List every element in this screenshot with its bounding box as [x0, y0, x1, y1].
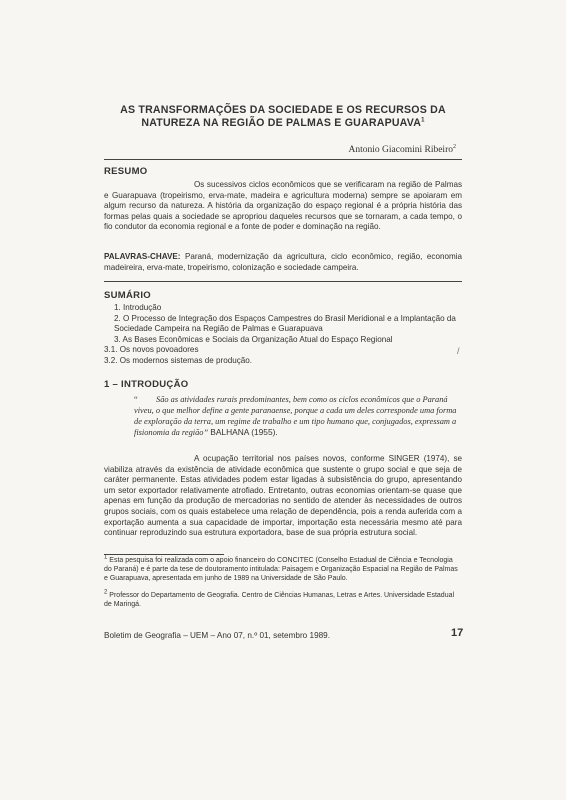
quote-mark: “: [134, 395, 138, 404]
intro-paragraph: A ocupação territorial nos países novos, conforme SINGER (1974), se viabiliza através da existência de atividade econômica que sustente o grupo social e que seja de caráter permanente. Estas atividades podem estar ligadas à subsistência do grupo, apresentando um setor exportador relativamente atrofiado. Entretanto, outras economias orientam-se quase que apenas em função da produção de mercadorias no sentido de atender às necessidades de outros grupos sociais, com os quais estabelece uma relação de dependência, pois a renda auferida com a exportação aumenta a sua capacidade de importar, importação esta necessária mesmo até para continuar reproduzindo sua estrutura exportadora, base de sua própria estrutura social.: [104, 454, 462, 538]
epigraph-quote: [134, 395, 464, 439]
toc-item: 1. Introdução: [114, 303, 162, 312]
footnote-mark: 2: [104, 589, 108, 596]
margin-mark: /: [457, 346, 460, 356]
footnote-2: [104, 589, 462, 610]
toc-item: 3.1. Os novos povoadores: [104, 345, 199, 355]
toc-item: [104, 314, 464, 335]
resumo-heading: RESUMO: [104, 166, 148, 177]
keywords-block: [104, 252, 462, 273]
footnote-mark: 1: [104, 554, 108, 561]
footnote-rule: [104, 554, 224, 555]
keywords-label: PALAVRAS-CHAVE:: [104, 252, 181, 261]
author-line: [349, 145, 457, 155]
article-title-text: AS TRANSFORMAÇÕES DA SOCIEDADE E OS RECURSOS DA NATUREZA NA REGIÃO DE PALMAS E GUARAPUAVA: [120, 104, 446, 129]
introducao-heading: 1 – INTRODUÇÃO: [104, 379, 189, 390]
journal-citation: Boletim de Geografia – UEM – Ano 07, n.º 01, setembro 1989.: [104, 631, 331, 640]
sumario-heading: SUMÁRIO: [104, 290, 151, 301]
toc-item-text: 2. O Processo de Integração dos Espaços Campestres do Brasil Meridional e a Implantação da Sociedade Campeira na Região de Palmas e Guarapuava: [114, 313, 456, 334]
article-title: [105, 104, 461, 130]
author-name: Antonio Giacomini Ribeiro: [348, 145, 453, 155]
toc-item: 3.2. Os modernos sistemas de produção.: [104, 355, 253, 365]
table-of-contents: [104, 303, 464, 367]
quote-text: São as atividades rurais predominantes, bem como os ciclos econômicos que o Paraná viveu, o que melhor define a gente paranaense, porque a cada um deles corresponde uma forma de exploração da terra, um regime de trabalho e um tipo humano que, conjugados, expressam a fisionomia da região”: [134, 395, 457, 438]
keywords-text: Paraná, modernização da agricultura, ciclo econômico, região, economia madeireira, erva-mate, tropeirismo, colonização e sociedade campeira.: [104, 252, 462, 272]
toc-item: 3. As Bases Econômicas e Sociais da Organização Atual do Espaço Regional: [114, 334, 393, 344]
keywords-divider: [104, 281, 462, 282]
footnote-1: [104, 554, 462, 583]
title-footnote-mark: 1: [421, 117, 425, 124]
page-number: 17: [451, 627, 464, 639]
footnote-text: Professor do Departamento de Geografia. Centro de Ciências Humanas, Letras e Artes. Universidade Estadual de Maringá.: [104, 592, 455, 608]
footnote-text: Esta pesquisa foi realizada com o apoio financeiro do CONCITEC (Conselho Estadual de Ciência e Tecnologia do Paraná) e é parte da tese de doutoramento intitulada: Paisagem e Organização Espacial na Região de Palmas e Guarapuava, apresentada em junho de 1989 na Universidade de São Paulo.: [104, 557, 458, 582]
resumo-text: Os sucessivos ciclos econômicos que se verificaram na região de Palmas e Guarapuava (tropeirismo, erva-mate, madeira e agricultura moderna) sempre se apoiaram em algum recurso da natureza. A história da organização do espaço regional é a própria história das formas pelas quais a sociedade se apropriou daqueles recursos que se tornaram, a cada tempo, o fio condutor da economia regional e a fonte de poder e dominação na região.: [104, 180, 462, 232]
quote-reference: BALHANA (1955).: [210, 427, 278, 438]
author-footnote-mark: 2: [453, 143, 456, 150]
header-divider: [104, 159, 462, 160]
